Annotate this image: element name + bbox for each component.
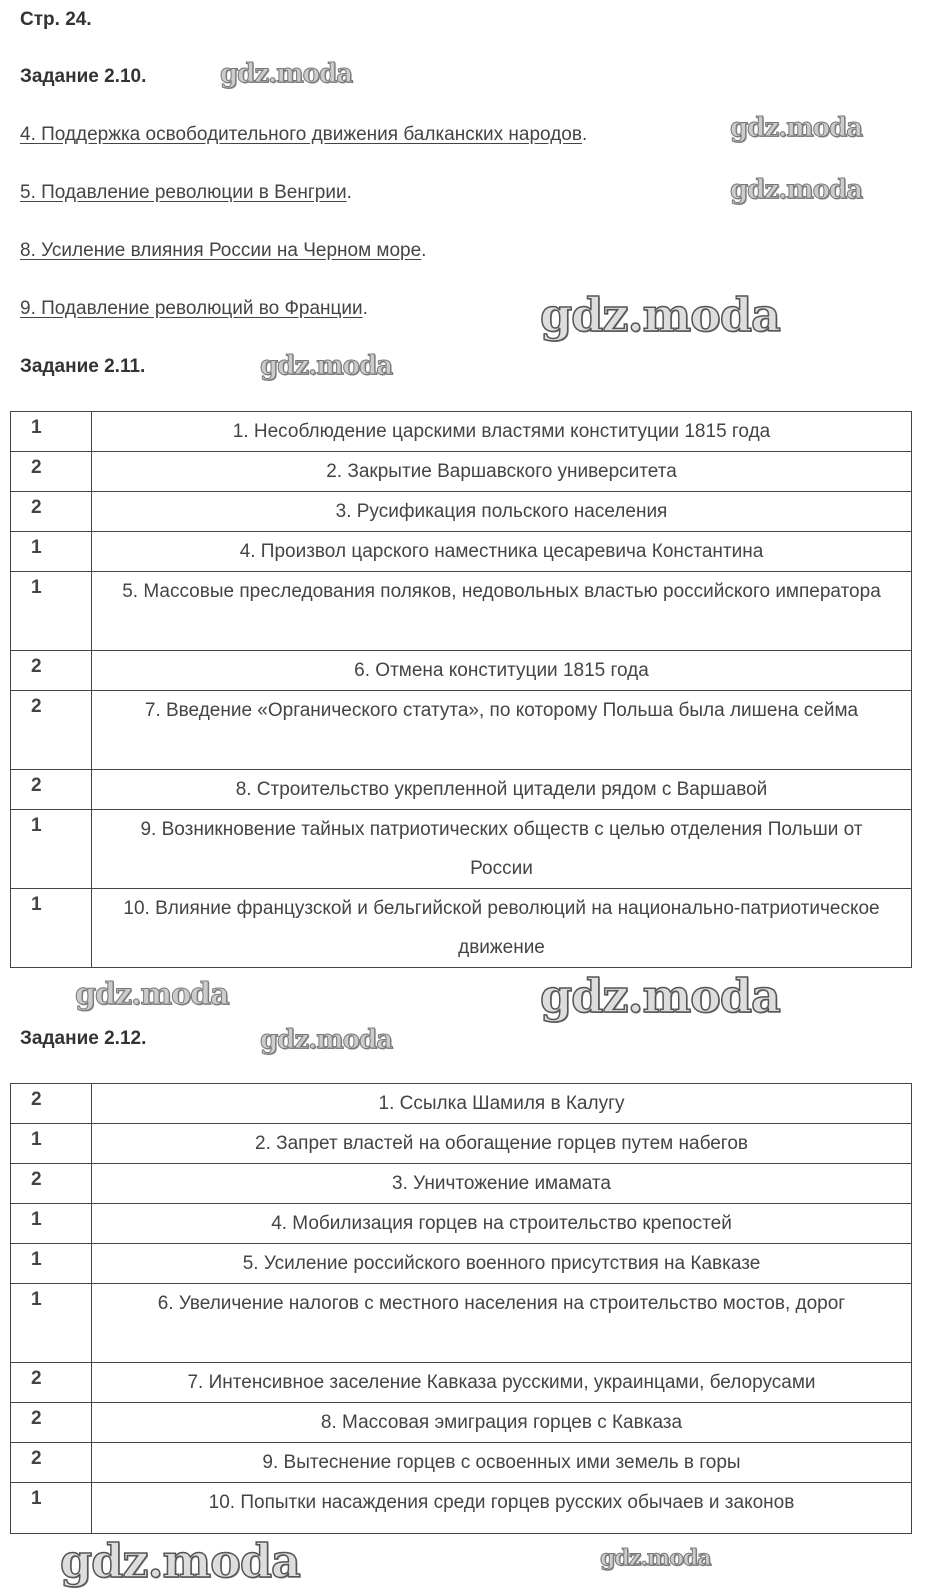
row-answer: 2 xyxy=(11,651,92,691)
row-answer: 2 xyxy=(11,1363,92,1403)
watermark: gdz.moda xyxy=(260,1025,393,1055)
table-row xyxy=(11,1124,912,1164)
row-answer: 2 xyxy=(11,492,92,532)
table-row xyxy=(11,770,912,810)
row-answer: 2 xyxy=(11,1084,92,1124)
row-text: 1. Ссылка Шамиля в Калугу xyxy=(92,1084,912,1124)
table-row xyxy=(11,1164,912,1204)
table-row xyxy=(11,1084,912,1124)
row-text: 3. Русификация польского населения xyxy=(92,492,912,532)
row-answer: 1 xyxy=(11,572,92,651)
row-answer: 2 xyxy=(11,1443,92,1483)
row-text: 4. Произвол царского наместника цесаревича Константина xyxy=(92,532,912,572)
table-row xyxy=(11,810,912,889)
row-text: 9. Вытеснение горцев с освоенных ими земель в горы xyxy=(92,1443,912,1483)
watermark: gdz.moda xyxy=(730,175,863,205)
row-answer: 1 xyxy=(11,412,92,452)
watermark: gdz.moda xyxy=(220,59,353,89)
task-2-12-title: Задание 2.12. xyxy=(20,1028,147,1049)
answer-item: 8. Усиление влияния России на Черном море. xyxy=(20,240,427,261)
row-answer: 2 xyxy=(11,1164,92,1204)
table-row xyxy=(11,532,912,572)
table-row xyxy=(11,452,912,492)
row-text: 3. Уничтожение имамата xyxy=(92,1164,912,1204)
watermark: gdz.moda xyxy=(75,977,229,1012)
row-answer: 2 xyxy=(11,452,92,492)
answer-item: 4. Поддержка освободительного движения балканских народов. xyxy=(20,124,588,145)
row-text: 10. Попытки насаждения среди горцев русских обычаев и законов xyxy=(92,1483,912,1534)
table-row xyxy=(11,1443,912,1483)
task-2-12-table xyxy=(10,1083,912,1534)
row-text: 6. Увеличение налогов с местного населения на строительство мостов, дорог xyxy=(92,1284,912,1363)
watermark: gdz.moda xyxy=(260,351,393,381)
table-row xyxy=(11,691,912,770)
task-2-11-table xyxy=(10,411,912,968)
watermark: gdz.moda xyxy=(540,288,780,342)
row-answer: 1 xyxy=(11,889,92,968)
watermark: gdz.moda xyxy=(600,1545,711,1571)
row-text: 8. Строительство укрепленной цитадели рядом с Варшавой xyxy=(92,770,912,810)
row-answer: 2 xyxy=(11,770,92,810)
watermark: gdz.moda xyxy=(60,1534,300,1588)
table-row xyxy=(11,572,912,651)
row-text: 2. Закрытие Варшавского университета xyxy=(92,452,912,492)
row-text: 10. Влияние французской и бельгийской революций на национально-патриотическое движение xyxy=(92,889,912,968)
row-text: 9. Возникновение тайных патриотических обществ с целью отделения Польши от России xyxy=(92,810,912,889)
table-row xyxy=(11,651,912,691)
row-answer: 1 xyxy=(11,810,92,889)
table-row xyxy=(11,1483,912,1534)
row-answer: 1 xyxy=(11,1204,92,1244)
row-text: 5. Усиление российского военного присутствия на Кавказе xyxy=(92,1244,912,1284)
row-answer: 2 xyxy=(11,1403,92,1443)
table-row xyxy=(11,889,912,968)
table-row xyxy=(11,1244,912,1284)
row-text: 1. Несоблюдение царскими властями конституции 1815 года xyxy=(92,412,912,452)
row-text: 2. Запрет властей на обогащение горцев путем набегов xyxy=(92,1124,912,1164)
watermark: gdz.moda xyxy=(730,113,863,143)
row-answer: 1 xyxy=(11,1244,92,1284)
row-text: 4. Мобилизация горцев на строительство крепостей xyxy=(92,1204,912,1244)
row-answer: 1 xyxy=(11,532,92,572)
answer-item: 9. Подавление революций во Франции. xyxy=(20,298,368,319)
table-row xyxy=(11,492,912,532)
row-text: 5. Массовые преследования поляков, недовольных властью российского императора xyxy=(92,572,912,651)
table-row xyxy=(11,1284,912,1363)
row-answer: 1 xyxy=(11,1284,92,1363)
row-answer: 1 xyxy=(11,1483,92,1534)
table-row xyxy=(11,1204,912,1244)
row-text: 7. Введение «Органического статута», по которому Польша была лишена сейма xyxy=(92,691,912,770)
row-text: 7. Интенсивное заселение Кавказа русскими, украинцами, белорусами xyxy=(92,1363,912,1403)
watermark: gdz.moda xyxy=(540,969,780,1023)
row-answer: 1 xyxy=(11,1124,92,1164)
row-text: 6. Отмена конституции 1815 года xyxy=(92,651,912,691)
page-label: Стр. 24. xyxy=(20,9,92,30)
answer-item: 5. Подавление революции в Венгрии. xyxy=(20,182,352,203)
task-2-10-title: Задание 2.10. xyxy=(20,66,147,87)
table-row xyxy=(11,412,912,452)
table-row xyxy=(11,1403,912,1443)
row-text: 8. Массовая эмиграция горцев с Кавказа xyxy=(92,1403,912,1443)
row-answer: 2 xyxy=(11,691,92,770)
table-row xyxy=(11,1363,912,1403)
task-2-11-title: Задание 2.11. xyxy=(20,356,146,377)
